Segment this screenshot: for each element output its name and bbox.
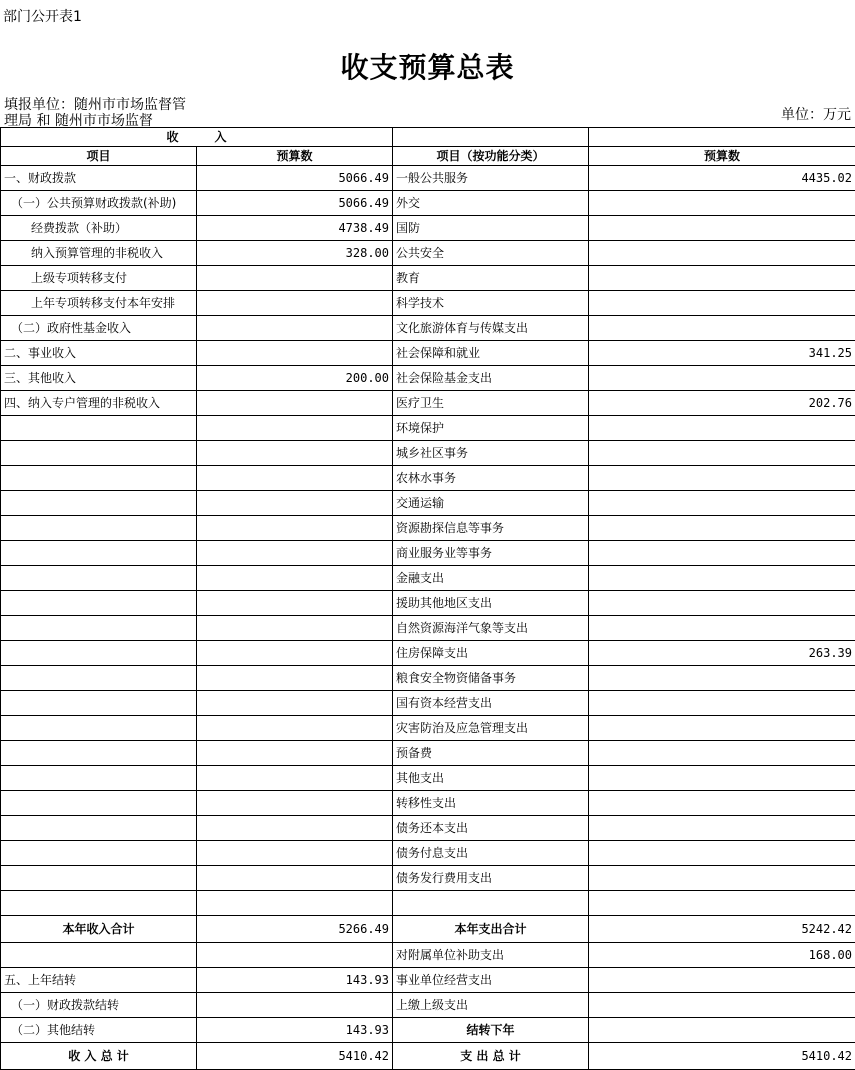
- table-row: [1, 943, 855, 968]
- table-row: [1, 316, 855, 341]
- expense-item-cell: 债务发行费用支出: [393, 866, 589, 891]
- table-row: [1, 241, 855, 266]
- income-item-cell: [1, 716, 197, 741]
- expense-amount-cell: [589, 266, 855, 291]
- income-item-cell: 五、上年结转: [1, 968, 197, 993]
- income-amount-cell: [197, 266, 393, 291]
- income-amount-cell: 143.93: [197, 968, 393, 993]
- table-row: [1, 766, 855, 791]
- income-item-cell: 经费拨款（补助）: [1, 216, 197, 241]
- income-amount-cell: [197, 866, 393, 891]
- expense-amount-cell: [589, 366, 855, 391]
- income-item-cell: [1, 416, 197, 441]
- expense-amount-cell: [589, 441, 855, 466]
- table-row: [1, 641, 855, 666]
- table-row: [1, 491, 855, 516]
- income-item-cell: [1, 943, 197, 968]
- income-amount-cell: [197, 291, 393, 316]
- table-row: [1, 566, 855, 591]
- income-amount-cell: [197, 591, 393, 616]
- income-amount-cell: 200.00: [197, 366, 393, 391]
- income-item-cell: [1, 791, 197, 816]
- expense-amount-cell: 341.25: [589, 341, 855, 366]
- expense-item-cell: 住房保障支出: [393, 641, 589, 666]
- expense-amount-cell: [589, 816, 855, 841]
- expense-amount-cell: [589, 566, 855, 591]
- table-row: [1, 216, 855, 241]
- table-row: [1, 841, 855, 866]
- expense-item-cell: 自然资源海洋气象等支出: [393, 616, 589, 641]
- table-row: [1, 816, 855, 841]
- expense-item-cell: 外交: [393, 191, 589, 216]
- income-item-cell: [1, 441, 197, 466]
- income-item-cell: [1, 616, 197, 641]
- income-item-cell: 四、纳入专户管理的非税收入: [1, 391, 197, 416]
- expense-amount-cell: [589, 291, 855, 316]
- income-amount-cell: [197, 541, 393, 566]
- expense-amount-cell: [589, 968, 855, 993]
- expense-item-cell: 其他支出: [393, 766, 589, 791]
- expense-item-cell: 农林水事务: [393, 466, 589, 491]
- expense-item-cell: 上缴上级支出: [393, 993, 589, 1018]
- col-header-expense-item: 项目（按功能分类）: [393, 147, 589, 166]
- table-row: [1, 1018, 855, 1043]
- income-amount-cell: [197, 466, 393, 491]
- expense-amount-cell: 263.39: [589, 641, 855, 666]
- income-amount-cell: 5066.49: [197, 191, 393, 216]
- expense-item-cell: 商业服务业等事务: [393, 541, 589, 566]
- income-group-header: 收 入: [1, 128, 393, 147]
- expense-item-cell: 城乡社区事务: [393, 441, 589, 466]
- expense-item-cell: 预备费: [393, 741, 589, 766]
- expense-item-cell: 文化旅游体育与传媒支出: [393, 316, 589, 341]
- income-item-cell: [1, 741, 197, 766]
- income-amount-cell: [197, 766, 393, 791]
- table-row: [1, 741, 855, 766]
- income-amount-cell: 5410.42: [197, 1043, 393, 1070]
- expense-amount-cell: 5242.42: [589, 916, 855, 943]
- income-amount-cell: [197, 943, 393, 968]
- income-item-cell: [1, 566, 197, 591]
- expense-amount-cell: [589, 516, 855, 541]
- income-item-cell: [1, 491, 197, 516]
- table-row: [1, 993, 855, 1018]
- income-item-cell: （一）财政拨款结转: [1, 993, 197, 1018]
- income-item-cell: 二、事业收入: [1, 341, 197, 366]
- expense-amount-cell: [589, 241, 855, 266]
- income-item-cell: [1, 641, 197, 666]
- table-row: [1, 266, 855, 291]
- expense-item-cell: 灾害防治及应急管理支出: [393, 716, 589, 741]
- expense-item-cell: 社会保障和就业: [393, 341, 589, 366]
- expense-amount-cell: 4435.02: [589, 166, 855, 191]
- col-header-expense-amount: 预算数: [589, 147, 855, 166]
- column-header-row: [1, 147, 855, 166]
- expense-item-cell: 交通运输: [393, 491, 589, 516]
- income-item-cell: （二）政府性基金收入: [1, 316, 197, 341]
- expense-amount-cell: [589, 416, 855, 441]
- income-item-cell: 一、财政拨款: [1, 166, 197, 191]
- expense-amount-cell: [589, 891, 855, 916]
- expense-item-cell: 债务付息支出: [393, 841, 589, 866]
- income-item-cell: [1, 816, 197, 841]
- income-item-cell: 本年收入合计: [1, 916, 197, 943]
- table-row: [1, 191, 855, 216]
- expense-item-cell: 国防: [393, 216, 589, 241]
- expense-item-cell: 社会保险基金支出: [393, 366, 589, 391]
- income-amount-cell: 5066.49: [197, 166, 393, 191]
- reporting-unit: 填报单位：随州市市场监督管理局 和 随州市市场监督: [4, 97, 199, 127]
- table-row: [1, 791, 855, 816]
- income-amount-cell: [197, 666, 393, 691]
- table-row: [1, 391, 855, 416]
- table-row: [1, 691, 855, 716]
- expense-item-cell: 国有资本经营支出: [393, 691, 589, 716]
- income-item-cell: [1, 841, 197, 866]
- income-item-cell: [1, 591, 197, 616]
- table-row: [1, 291, 855, 316]
- income-item-cell: 上级专项转移支付: [1, 266, 197, 291]
- expense-amount-cell: [589, 993, 855, 1018]
- table-row: [1, 541, 855, 566]
- expense-item-cell: 对附属单位补助支出: [393, 943, 589, 968]
- income-amount-cell: [197, 641, 393, 666]
- expense-amount-cell: [589, 466, 855, 491]
- budget-summary-table: [0, 127, 855, 1070]
- income-item-cell: [1, 766, 197, 791]
- expense-item-cell: 金融支出: [393, 566, 589, 591]
- income-amount-cell: 328.00: [197, 241, 393, 266]
- expense-amount-cell: [589, 866, 855, 891]
- income-item-cell: 上年专项转移支付本年安排: [1, 291, 197, 316]
- income-amount-cell: [197, 416, 393, 441]
- expense-item-cell: 本年支出合计: [393, 916, 589, 943]
- income-amount-cell: [197, 341, 393, 366]
- expense-item-cell: 支 出 总 计: [393, 1043, 589, 1070]
- expense-amount-cell: 168.00: [589, 943, 855, 968]
- group-header-row: [1, 128, 855, 147]
- income-amount-cell: 143.93: [197, 1018, 393, 1043]
- expense-item-cell: [393, 891, 589, 916]
- table-row: [1, 516, 855, 541]
- income-amount-cell: 4738.49: [197, 216, 393, 241]
- income-amount-cell: [197, 841, 393, 866]
- expense-amount-cell: 5410.42: [589, 1043, 855, 1070]
- expense-item-cell: 公共安全: [393, 241, 589, 266]
- expense-amount-cell: 202.76: [589, 391, 855, 416]
- expense-item-cell: 资源勘探信息等事务: [393, 516, 589, 541]
- table-row: [1, 466, 855, 491]
- table-row: [1, 716, 855, 741]
- table-row: [1, 866, 855, 891]
- income-amount-cell: [197, 716, 393, 741]
- expense-amount-cell: [589, 716, 855, 741]
- income-amount-cell: [197, 993, 393, 1018]
- expense-group-header: [393, 128, 589, 147]
- income-amount-cell: [197, 816, 393, 841]
- income-amount-cell: [197, 566, 393, 591]
- income-amount-cell: 5266.49: [197, 916, 393, 943]
- table-row: [1, 1043, 855, 1070]
- income-amount-cell: [197, 516, 393, 541]
- table-row: [1, 916, 855, 943]
- expense-amount-cell: [589, 666, 855, 691]
- income-amount-cell: [197, 791, 393, 816]
- income-item-cell: （二）其他结转: [1, 1018, 197, 1043]
- expense-amount-cell: [589, 591, 855, 616]
- expense-amount-cell: [589, 841, 855, 866]
- table-row: [1, 666, 855, 691]
- expense-item-cell: 科学技术: [393, 291, 589, 316]
- expense-amount-cell: [589, 791, 855, 816]
- income-amount-cell: [197, 616, 393, 641]
- expense-amount-cell: [589, 191, 855, 216]
- income-item-cell: [1, 866, 197, 891]
- income-item-cell: 三、其他收入: [1, 366, 197, 391]
- income-item-cell: [1, 541, 197, 566]
- expense-group-header-right: [589, 128, 855, 147]
- expense-item-cell: 粮食安全物资储备事务: [393, 666, 589, 691]
- income-amount-cell: [197, 691, 393, 716]
- expense-amount-cell: [589, 741, 855, 766]
- expense-item-cell: 教育: [393, 266, 589, 291]
- table-row: [1, 341, 855, 366]
- income-item-cell: 纳入预算管理的非税收入: [1, 241, 197, 266]
- expense-item-cell: 医疗卫生: [393, 391, 589, 416]
- col-header-income-item: 项目: [1, 147, 197, 166]
- expense-item-cell: 债务还本支出: [393, 816, 589, 841]
- expense-amount-cell: [589, 316, 855, 341]
- expense-item-cell: 转移性支出: [393, 791, 589, 816]
- income-item-cell: [1, 891, 197, 916]
- page-title: 收支预算总表: [0, 46, 855, 86]
- expense-item-cell: 事业单位经营支出: [393, 968, 589, 993]
- expense-item-cell: 一般公共服务: [393, 166, 589, 191]
- income-amount-cell: [197, 891, 393, 916]
- expense-amount-cell: [589, 541, 855, 566]
- expense-amount-cell: [589, 216, 855, 241]
- income-item-cell: [1, 666, 197, 691]
- col-header-income-amount: 预算数: [197, 147, 393, 166]
- table-row: [1, 166, 855, 191]
- expense-item-cell: 援助其他地区支出: [393, 591, 589, 616]
- table-row: [1, 366, 855, 391]
- expense-amount-cell: [589, 766, 855, 791]
- table-number-label: 部门公开表1: [3, 6, 82, 26]
- table-row: [1, 591, 855, 616]
- expense-item-cell: 结转下年: [393, 1018, 589, 1043]
- income-item-cell: [1, 691, 197, 716]
- income-item-cell: [1, 516, 197, 541]
- expense-item-cell: 环境保护: [393, 416, 589, 441]
- table-row: [1, 616, 855, 641]
- currency-unit: 单位：万元: [781, 104, 851, 124]
- table-row: [1, 891, 855, 916]
- income-amount-cell: [197, 741, 393, 766]
- expense-amount-cell: [589, 1018, 855, 1043]
- table-row: [1, 416, 855, 441]
- income-amount-cell: [197, 491, 393, 516]
- table-row: [1, 441, 855, 466]
- expense-amount-cell: [589, 491, 855, 516]
- income-item-cell: （一）公共预算财政拨款(补助): [1, 191, 197, 216]
- income-amount-cell: [197, 391, 393, 416]
- table-row: [1, 968, 855, 993]
- income-item-cell: [1, 466, 197, 491]
- income-amount-cell: [197, 441, 393, 466]
- income-item-cell: 收 入 总 计: [1, 1043, 197, 1070]
- income-amount-cell: [197, 316, 393, 341]
- expense-amount-cell: [589, 616, 855, 641]
- expense-amount-cell: [589, 691, 855, 716]
